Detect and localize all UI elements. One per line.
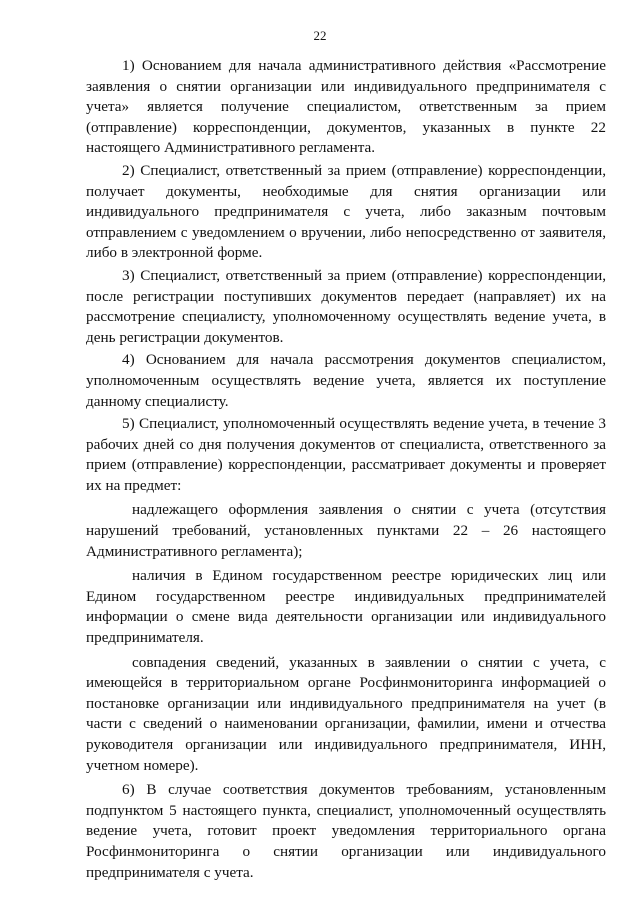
- paragraph-5-item-2: наличия в Едином государственном реестре юридических лиц или Едином государственном реестре индивидуальных предпринимателей информации о смене вида деятельности организации или индивидуального предпринимателя.: [86, 567, 606, 647]
- paragraph-5-item-1: надлежащего оформления заявления о снятии с учета (отсутствия нарушений требований, установленных пунктами 22 – 26 настоящего Административного регламента);: [86, 501, 606, 560]
- paragraph-2: 2) Специалист, ответственный за прием (отправление) корреспонденции, получает документы, необходимые для снятия организации или индивидуального предпринимателя с учета, либо заказным почтовым отправлением с уведомлением о вручении, либо непосредственно от заявителя, либо в электронной форме.: [86, 161, 606, 262]
- paragraph-1: 1) Основанием для начала административного действия «Рассмотрение заявления о снятии организации или индивидуального предпринимателя с учета» является получение специалистом, ответственным за прием (отправление) корреспонденции, документов, указанных в пункте 22 настоящего Административного регламента.: [86, 57, 606, 157]
- page-number: 22: [313, 28, 327, 43]
- paragraph-3: 3) Специалист, ответственный за прием (отправление) корреспонденции, после регистрации поступивших документов передает (направляет) их на рассмотрение специалисту, уполномоченному осуществлять ведение учета, в день регистрации документов.: [86, 266, 606, 346]
- paragraph-6: 6) В случае соответствия документов требованиям, установленным подпунктом 5 настоящего пункта, специалист, уполномоченный осуществлять ведение учета, готовит проект уведомления территориального органа Росфинмониторинга о снятии организации или индивидуального предпринимателя с учета.: [86, 781, 606, 881]
- document-body: [86, 56, 606, 883]
- paragraph-4: 4) Основанием для начала рассмотрения документов специалистом, уполномоченным осуществлять ведение учета, является их поступление данному специалисту.: [86, 351, 606, 410]
- paragraph-5: 5) Специалист, уполномоченный осуществлять ведение учета, в течение 3 рабочих дней со дня получения документов от специалиста, ответственного за прием (отправление) корреспонденции, рассматривает документы и проверяет их на предмет:: [86, 415, 606, 494]
- paragraph-5-item-3: совпадения сведений, указанных в заявлении о снятии с учета, с имеющейся в территориальном органе Росфинмониторинга информацией о постановке организации или индивидуального предпринимателя на учет (в части с сведений о наименовании организации, фамилии, имени и отчества руководителя организации или индивидуального предпринимателя, ИНН, учетном номере).: [86, 653, 606, 774]
